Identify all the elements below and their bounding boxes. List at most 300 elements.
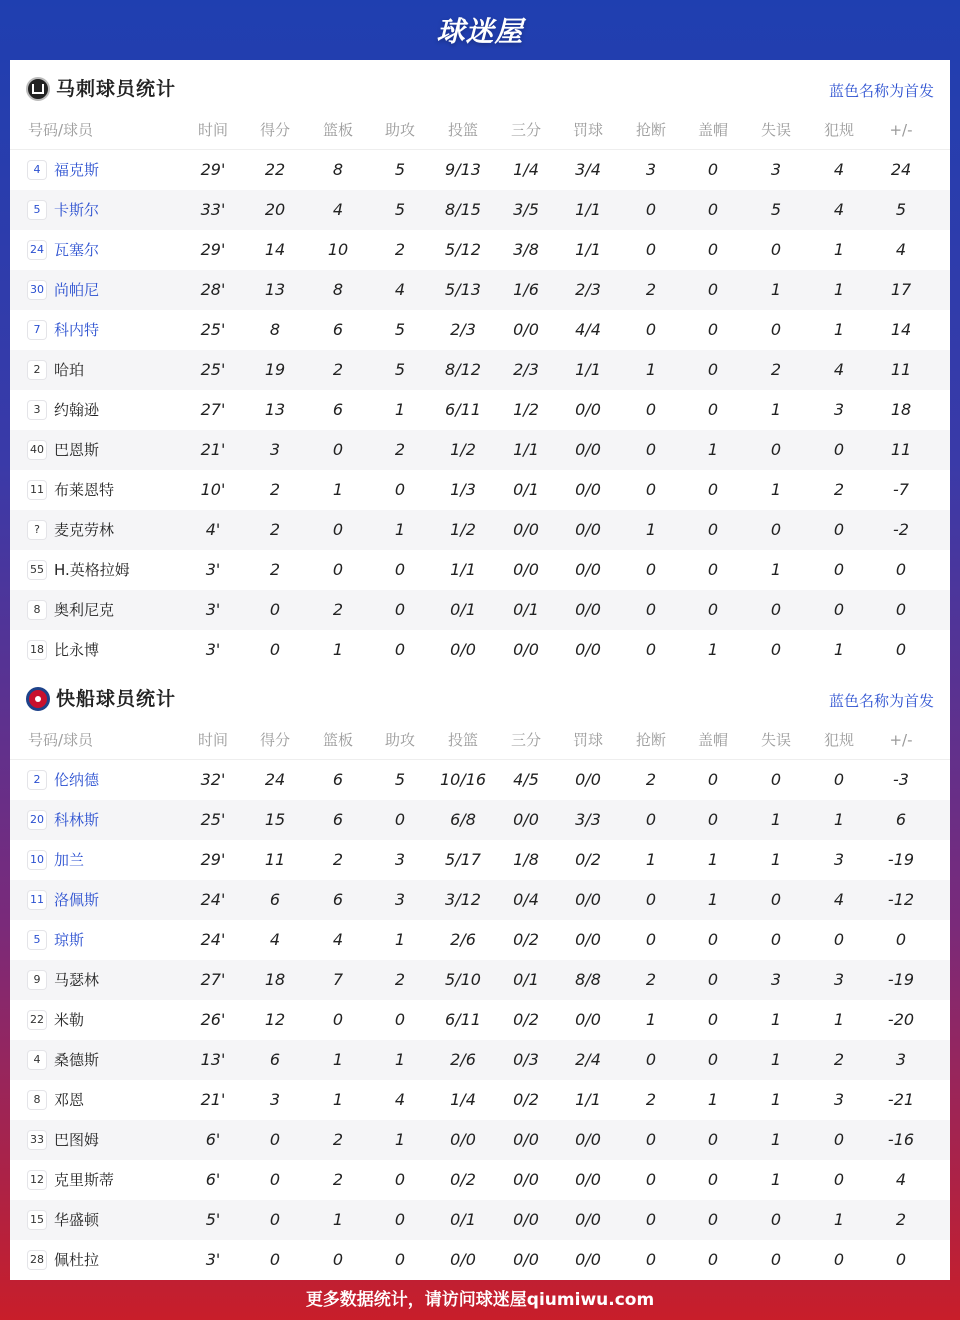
stat-cell: 27' — [200, 400, 226, 419]
player-row[interactable] — [10, 1160, 950, 1200]
stat-cell: 1 — [332, 1090, 344, 1109]
player-name[interactable]: 比永博 — [54, 641, 100, 659]
stat-cell: 6' — [205, 1130, 221, 1149]
stat-cell: 2 — [332, 360, 344, 379]
stat-cell: 0 — [895, 640, 907, 659]
stat-cell: 3' — [205, 640, 221, 659]
stat-cell: 0 — [645, 1210, 657, 1229]
stat-cell: 0 — [770, 520, 782, 539]
jersey-number: 7 — [28, 321, 46, 339]
column-header: 犯规 — [823, 731, 854, 749]
stat-cell: 0/0 — [513, 1250, 539, 1269]
stat-cell: 0/0 — [575, 770, 601, 789]
stat-cell: -16 — [887, 1130, 915, 1149]
stat-cell: 5 — [394, 160, 406, 179]
player-row[interactable] — [10, 760, 950, 800]
player-name[interactable]: H.英格拉姆 — [54, 561, 130, 579]
stat-cell: -3 — [893, 770, 909, 789]
stat-cell: 0 — [269, 1250, 281, 1269]
column-header-row — [10, 720, 950, 760]
column-header-row — [10, 110, 950, 150]
player-name[interactable]: 巴恩斯 — [54, 441, 100, 459]
stat-cell: 19 — [264, 360, 286, 379]
stat-cell: 3' — [205, 600, 221, 619]
stat-cell: 1 — [770, 560, 782, 579]
stat-cell: 0 — [332, 520, 344, 539]
stat-cell: 0 — [645, 890, 657, 909]
player-name[interactable]: 伦纳德 — [54, 771, 100, 789]
stat-cell: 11 — [890, 440, 912, 459]
stat-cell: 0 — [895, 930, 907, 949]
player-row[interactable] — [10, 1000, 950, 1040]
stat-cell: 0/4 — [513, 890, 539, 909]
stat-cell: 3 — [269, 1090, 281, 1109]
stat-cell: 1/1 — [575, 1090, 601, 1109]
stat-cell: 4 — [394, 280, 406, 299]
stat-cell: 25' — [200, 320, 226, 339]
jersey-number: 8 — [28, 1091, 46, 1109]
player-name[interactable]: 巴图姆 — [54, 1131, 100, 1149]
stat-cell: 2/6 — [450, 930, 476, 949]
stat-cell: 4/5 — [513, 770, 539, 789]
player-row[interactable] — [10, 1040, 950, 1080]
stat-cell: 0 — [269, 640, 281, 659]
stat-cell: 0 — [833, 1250, 845, 1269]
stat-cell: 1 — [770, 1090, 782, 1109]
column-header: +/- — [889, 731, 913, 749]
stat-cell: 0 — [770, 1210, 782, 1229]
column-header: 罚球 — [572, 731, 603, 749]
stat-cell: 0/0 — [513, 1210, 539, 1229]
stat-cell: -7 — [893, 480, 909, 499]
jersey-number: 5 — [28, 201, 46, 219]
stat-cell: 13 — [264, 400, 286, 419]
stat-cell: 0 — [394, 1210, 406, 1229]
stat-cell: 20 — [264, 200, 286, 219]
jersey-number: 2 — [28, 771, 46, 789]
stat-cell: 1/6 — [513, 280, 539, 299]
player-name[interactable]: 尚帕尼 — [54, 281, 100, 299]
stat-cell: 12 — [264, 1010, 286, 1029]
player-row[interactable] — [10, 1120, 950, 1160]
stat-cell: 2 — [332, 1130, 344, 1149]
stat-cell: 21' — [200, 1090, 226, 1109]
column-header: 盖帽 — [697, 731, 728, 749]
column-header: 助攻 — [384, 121, 415, 139]
stat-cell: 1 — [770, 280, 782, 299]
jersey-number: 4 — [28, 1051, 46, 1069]
stat-cell: 0 — [332, 560, 344, 579]
player-row[interactable] — [10, 630, 950, 670]
stat-cell: 14 — [264, 240, 286, 259]
stat-cell: 33' — [200, 200, 226, 219]
stat-cell: 0 — [895, 1250, 907, 1269]
stat-cell: 1/8 — [513, 850, 539, 869]
column-header: 得分 — [259, 731, 290, 749]
stat-cell: 0 — [770, 1250, 782, 1269]
stat-cell: 0/0 — [575, 480, 601, 499]
stat-cell: 4 — [394, 1090, 406, 1109]
stat-cell: 0/2 — [513, 1090, 539, 1109]
stat-cell: 0/0 — [575, 1010, 601, 1029]
stat-cell: 6 — [269, 890, 281, 909]
player-name[interactable]: 瓦塞尔 — [54, 241, 100, 259]
stat-cell: 1 — [770, 1130, 782, 1149]
player-row[interactable] — [10, 190, 950, 230]
stat-cell: 0 — [770, 890, 782, 909]
stat-cell: 1 — [332, 480, 344, 499]
stat-cell: 5/10 — [445, 970, 481, 989]
stat-cell: 28' — [200, 280, 226, 299]
stat-cell: 2 — [269, 520, 281, 539]
stat-cell: 1 — [394, 400, 406, 419]
stat-cell: 5/17 — [445, 850, 481, 869]
stat-cell: 1 — [770, 810, 782, 829]
column-header: 抢断 — [635, 121, 666, 139]
player-row[interactable] — [10, 350, 950, 390]
stat-cell: 2/6 — [450, 1050, 476, 1069]
stat-cell: -21 — [887, 1090, 915, 1109]
jersey-number: 33 — [28, 1131, 46, 1149]
stat-cell: 10/16 — [439, 770, 487, 789]
column-header: 篮板 — [322, 731, 353, 749]
stat-cell: 4 — [833, 200, 845, 219]
stat-cell: 2 — [332, 850, 344, 869]
stat-cell: 0 — [645, 560, 657, 579]
player-name[interactable]: 卡斯尔 — [54, 201, 100, 219]
stat-cell: 1/1 — [575, 240, 601, 259]
stats-panel — [10, 60, 950, 1280]
footer-link[interactable]: 更多数据统计，请访问球迷屋qiumiwu.com — [305, 1290, 655, 1310]
player-row[interactable] — [10, 840, 950, 880]
stat-cell: 1/1 — [513, 440, 539, 459]
jersey-number: 12 — [28, 1171, 46, 1189]
stat-cell: 1 — [833, 280, 845, 299]
stat-cell: 0 — [707, 1210, 719, 1229]
player-name[interactable]: 约翰逊 — [54, 401, 100, 419]
stat-cell: 0 — [332, 440, 344, 459]
stat-cell: 0 — [707, 280, 719, 299]
stat-cell: 4 — [895, 1170, 907, 1189]
player-row[interactable] — [10, 310, 950, 350]
jersey-number: 18 — [28, 641, 46, 659]
stat-cell: 0 — [707, 1130, 719, 1149]
jersey-number: 28 — [28, 1251, 46, 1269]
player-name[interactable]: 琼斯 — [54, 931, 85, 949]
player-row[interactable] — [10, 960, 950, 1000]
stat-cell: 10' — [200, 480, 226, 499]
starter-legend-note: 蓝色名称为首发 — [828, 692, 934, 710]
player-row[interactable] — [10, 800, 950, 840]
jersey-number: 22 — [28, 1011, 46, 1029]
column-header: 盖帽 — [697, 121, 728, 139]
player-row[interactable] — [10, 590, 950, 630]
stat-cell: 0 — [645, 810, 657, 829]
stat-cell: 2/3 — [575, 280, 601, 299]
player-name[interactable]: 桑德斯 — [54, 1051, 100, 1069]
stat-cell: 6 — [332, 770, 344, 789]
stat-cell: 14 — [890, 320, 912, 339]
stat-cell: 1 — [833, 640, 845, 659]
player-name[interactable]: 米勒 — [54, 1011, 85, 1029]
stat-cell: 4 — [269, 930, 281, 949]
stat-cell: 0/0 — [513, 810, 539, 829]
stat-cell: 1 — [770, 400, 782, 419]
stat-cell: 3/3 — [575, 810, 601, 829]
stat-cell: 1 — [833, 320, 845, 339]
stat-cell: 0 — [645, 480, 657, 499]
stat-cell: 0 — [707, 240, 719, 259]
stat-cell: 1/1 — [450, 560, 476, 579]
stat-cell: 2 — [645, 280, 657, 299]
stat-cell: -2 — [893, 520, 909, 539]
stat-cell: 1/1 — [575, 360, 601, 379]
stat-cell: 6 — [269, 1050, 281, 1069]
stat-cell: 0 — [770, 600, 782, 619]
stat-cell: 0/2 — [513, 1010, 539, 1029]
player-row[interactable] — [10, 1080, 950, 1120]
jersey-number: 11 — [28, 891, 46, 909]
stat-cell: 0 — [895, 600, 907, 619]
column-header: 号码/球员 — [28, 731, 94, 749]
stat-cell: 0 — [707, 520, 719, 539]
stat-cell: 3 — [833, 400, 845, 419]
stat-cell: 0 — [770, 320, 782, 339]
column-header: 时间 — [197, 731, 228, 749]
stat-cell: 0 — [833, 560, 845, 579]
stat-cell: 0 — [645, 930, 657, 949]
stat-cell: 11 — [890, 360, 912, 379]
player-row[interactable] — [10, 470, 950, 510]
jersey-number: 4 — [28, 161, 46, 179]
player-row[interactable] — [10, 230, 950, 270]
stat-cell: 8/8 — [575, 970, 601, 989]
stat-cell: 0/0 — [450, 640, 476, 659]
stat-cell: -20 — [887, 1010, 915, 1029]
stat-cell: 3/5 — [513, 200, 539, 219]
stat-cell: 0/0 — [575, 520, 601, 539]
jersey-number: ? — [28, 521, 46, 539]
stat-cell: 0 — [770, 930, 782, 949]
stat-cell: 8 — [269, 320, 281, 339]
stat-cell: 5' — [205, 1210, 221, 1229]
stat-cell: 2 — [394, 970, 406, 989]
stat-cell: 5 — [394, 320, 406, 339]
stat-cell: 0 — [645, 1130, 657, 1149]
stat-cell: 0 — [707, 360, 719, 379]
stat-cell: 5/12 — [445, 240, 481, 259]
column-header: 投篮 — [447, 731, 478, 749]
player-name[interactable]: 福克斯 — [54, 161, 100, 179]
player-row[interactable] — [10, 430, 950, 470]
jersey-number: 5 — [28, 931, 46, 949]
stat-cell: 0/1 — [450, 600, 476, 619]
stat-cell: 0 — [707, 320, 719, 339]
player-name[interactable]: 克里斯蒂 — [54, 1171, 115, 1189]
stat-cell: 5 — [770, 200, 782, 219]
stat-cell: 3 — [895, 1050, 907, 1069]
jersey-number: 8 — [28, 601, 46, 619]
stat-cell: 1 — [332, 1210, 344, 1229]
stat-cell: 0 — [833, 440, 845, 459]
jersey-number: 55 — [28, 561, 46, 579]
stat-cell: 22 — [264, 160, 286, 179]
stat-cell: 2 — [332, 600, 344, 619]
stat-cell: 2 — [645, 970, 657, 989]
site-logo[interactable]: 球迷屋 — [436, 15, 524, 48]
stat-cell: 0/0 — [575, 1210, 601, 1229]
stat-cell: 1 — [394, 1050, 406, 1069]
stat-cell: 2/3 — [513, 360, 539, 379]
stat-cell: 0/2 — [450, 1170, 476, 1189]
stat-cell: 0/2 — [513, 930, 539, 949]
player-row[interactable] — [10, 270, 950, 310]
stat-cell: 6/11 — [445, 1010, 481, 1029]
stat-cell: 18 — [264, 970, 286, 989]
stat-cell: 25' — [200, 810, 226, 829]
player-name[interactable]: 佩杜拉 — [54, 1251, 100, 1269]
stat-cell: 1/3 — [450, 480, 476, 499]
stat-cell: 5 — [394, 770, 406, 789]
stat-cell: 0/0 — [575, 640, 601, 659]
stat-cell: 0 — [707, 160, 719, 179]
player-row[interactable] — [10, 150, 950, 190]
stat-cell: -19 — [887, 850, 915, 869]
jersey-number: 15 — [28, 1211, 46, 1229]
stat-cell: 4 — [833, 360, 845, 379]
player-name[interactable]: 洛佩斯 — [54, 891, 100, 909]
player-name[interactable]: 科内特 — [54, 321, 100, 339]
stat-cell: 24 — [890, 160, 912, 179]
stat-cell: 1 — [707, 1090, 719, 1109]
stat-cell: 0/0 — [575, 930, 601, 949]
stat-cell: 0/0 — [575, 560, 601, 579]
stat-cell: 8 — [332, 160, 344, 179]
player-row[interactable] — [10, 1240, 950, 1280]
stat-cell: 1 — [833, 240, 845, 259]
stat-cell: 0/1 — [513, 600, 539, 619]
stat-cell: 4/4 — [575, 320, 601, 339]
player-row[interactable] — [10, 550, 950, 590]
stat-cell: -12 — [887, 890, 915, 909]
player-name[interactable]: 邓恩 — [54, 1091, 85, 1109]
stat-cell: 1 — [707, 640, 719, 659]
jersey-number: 11 — [28, 481, 46, 499]
stat-cell: 0 — [833, 600, 845, 619]
stat-cell: 0 — [269, 1170, 281, 1189]
player-name[interactable]: 加兰 — [54, 851, 85, 869]
stat-cell: 2 — [895, 1210, 907, 1229]
stat-cell: 2 — [269, 480, 281, 499]
player-row[interactable] — [10, 390, 950, 430]
stat-cell: 24 — [264, 770, 286, 789]
stat-cell: 0 — [645, 320, 657, 339]
stat-cell: 0/1 — [450, 1210, 476, 1229]
stat-cell: 0/0 — [513, 640, 539, 659]
jersey-number: 2 — [28, 361, 46, 379]
player-name[interactable]: 科林斯 — [54, 811, 100, 829]
stat-cell: 1 — [707, 890, 719, 909]
stat-cell: 0 — [707, 1050, 719, 1069]
stat-cell: 4 — [833, 890, 845, 909]
player-name[interactable]: 哈珀 — [54, 361, 85, 379]
stat-cell: 17 — [890, 280, 912, 299]
stat-cell: 6 — [332, 320, 344, 339]
spurs-logo-icon — [26, 77, 50, 101]
stat-cell: 0 — [645, 640, 657, 659]
stat-cell: 0/0 — [575, 1250, 601, 1269]
stat-cell: 1 — [833, 1010, 845, 1029]
stat-cell: 4 — [332, 930, 344, 949]
stat-cell: 0 — [707, 810, 719, 829]
stat-cell: 6' — [205, 1170, 221, 1189]
stat-cell: 1 — [707, 440, 719, 459]
stat-cell: 0 — [269, 1130, 281, 1149]
stat-cell: 2 — [269, 560, 281, 579]
stat-cell: 21' — [200, 440, 226, 459]
stat-cell: 1 — [332, 1050, 344, 1069]
player-name[interactable]: 华盛顿 — [54, 1211, 100, 1229]
stat-cell: 0 — [394, 600, 406, 619]
player-row[interactable] — [10, 880, 950, 920]
stat-cell: 0 — [833, 930, 845, 949]
stat-cell: 2/3 — [450, 320, 476, 339]
stat-cell: 0 — [394, 640, 406, 659]
stat-cell: 0 — [833, 1170, 845, 1189]
stat-cell: 8/15 — [445, 200, 481, 219]
clippers-logo-icon — [26, 687, 50, 711]
column-header: 三分 — [510, 121, 541, 139]
stat-cell: 0 — [269, 1210, 281, 1229]
stat-cell: 0 — [833, 1130, 845, 1149]
stat-cell: 6 — [332, 890, 344, 909]
player-row[interactable] — [10, 920, 950, 960]
stat-cell: 1/2 — [513, 400, 539, 419]
stat-cell: 1/4 — [450, 1090, 476, 1109]
stat-cell: 0 — [707, 1010, 719, 1029]
player-row[interactable] — [10, 1200, 950, 1240]
stat-cell: 0 — [833, 770, 845, 789]
column-header: 时间 — [197, 121, 228, 139]
stat-cell: 0 — [394, 560, 406, 579]
stat-cell: 8 — [332, 280, 344, 299]
stat-cell: 15 — [264, 810, 286, 829]
stat-cell: 3' — [205, 1250, 221, 1269]
stat-cell: 0 — [394, 480, 406, 499]
stat-cell: 3 — [770, 160, 782, 179]
stat-cell: 3 — [394, 890, 406, 909]
stat-cell: 0/0 — [450, 1250, 476, 1269]
stat-cell: 6/11 — [445, 400, 481, 419]
player-row[interactable] — [10, 510, 950, 550]
jersey-number: 9 — [28, 971, 46, 989]
player-name[interactable]: 布莱恩特 — [54, 481, 115, 499]
player-name[interactable]: 马瑟林 — [54, 971, 100, 989]
player-name[interactable]: 奥利尼克 — [54, 601, 115, 619]
stat-cell: 0 — [645, 1050, 657, 1069]
stat-cell: 0/1 — [513, 970, 539, 989]
stat-cell: 0 — [707, 770, 719, 789]
stat-cell: 0 — [332, 1250, 344, 1269]
stat-cell: 0 — [394, 1010, 406, 1029]
stat-cell: 4 — [833, 160, 845, 179]
stat-cell: 1 — [332, 640, 344, 659]
stat-cell: 2 — [394, 240, 406, 259]
player-name[interactable]: 麦克劳林 — [54, 521, 115, 539]
stat-cell: 0 — [645, 200, 657, 219]
stat-cell: 1/2 — [450, 520, 476, 539]
stat-cell: 26' — [200, 1010, 226, 1029]
